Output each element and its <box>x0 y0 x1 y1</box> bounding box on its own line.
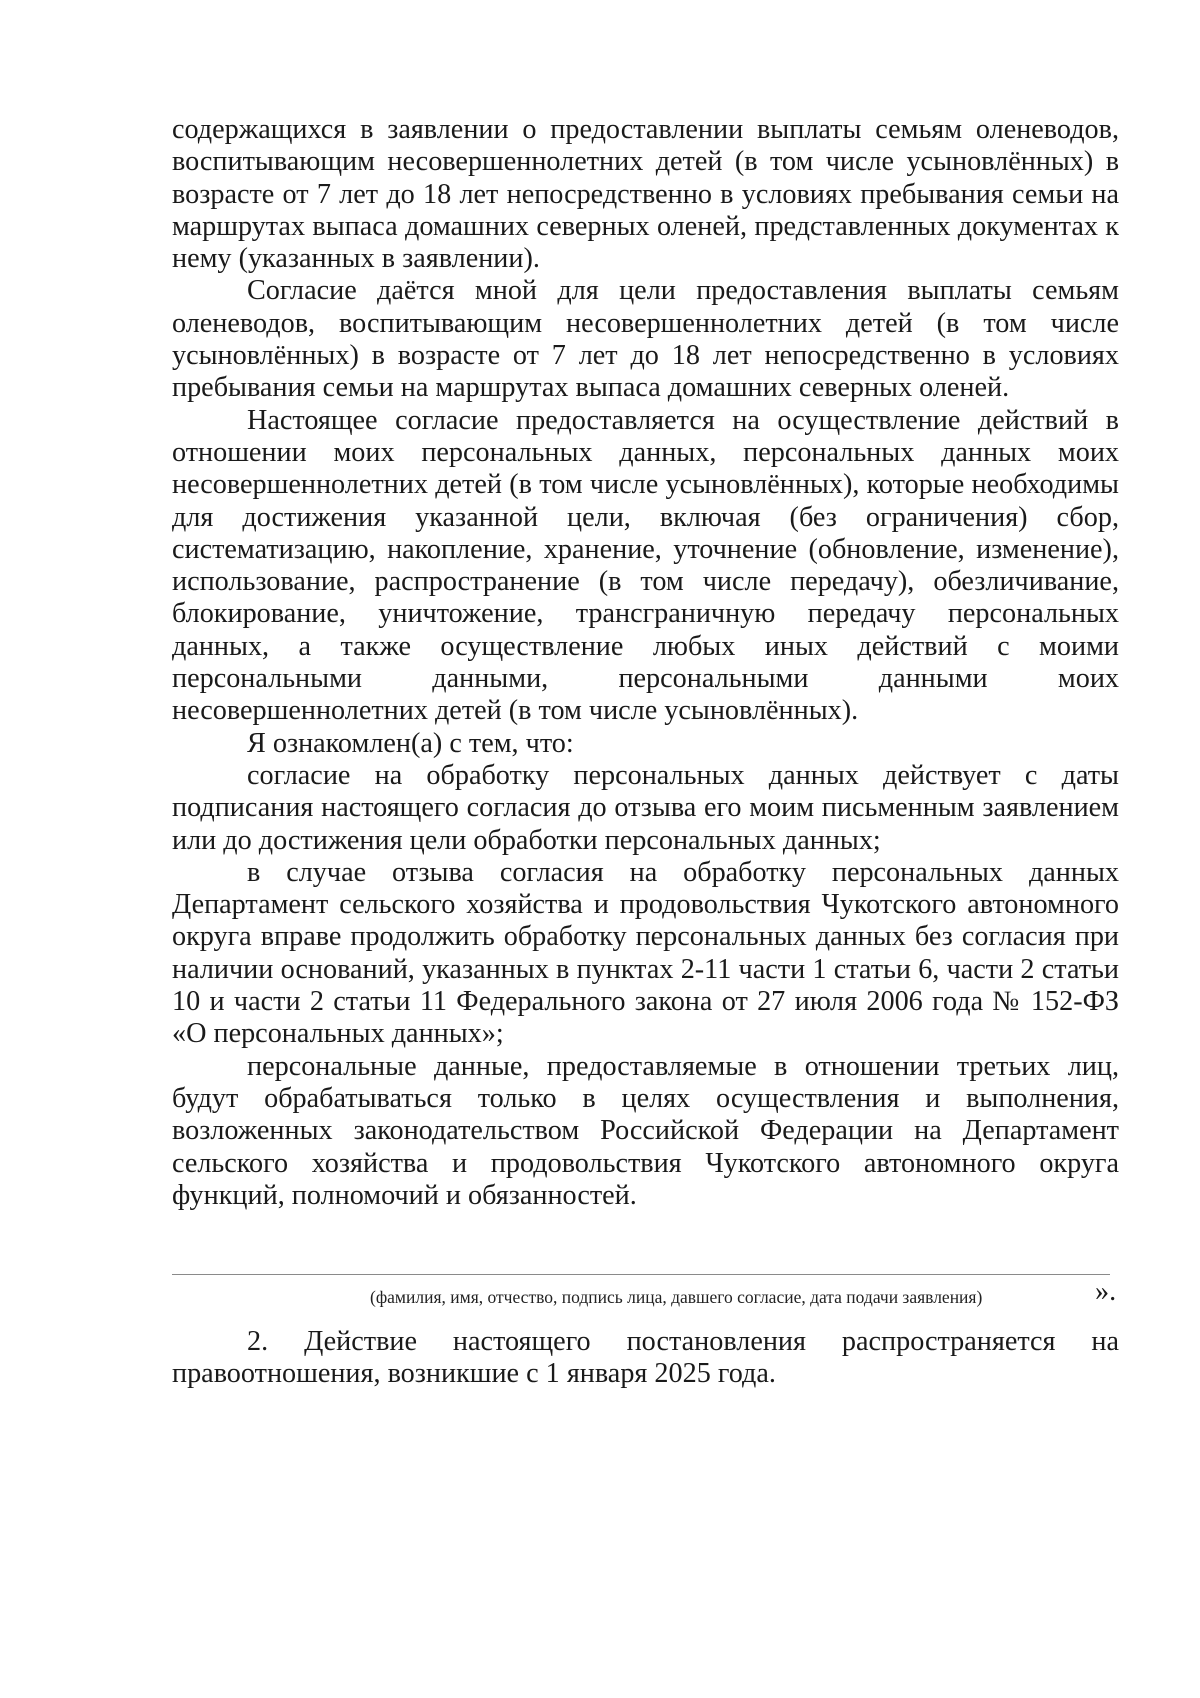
paragraph-continuation: содержащихся в заявлении о предоставлении выплаты семьям оленеводов, воспитывающим несовершеннолетних детей (в том числе усыновлённых) в возрасте от 7 лет до 18 лет непосредственно в условиях пребывания семьи на маршрутах выпаса домашних северных оленей, представленных документах к нему (указанных в заявлении). <box>172 114 1119 275</box>
paragraph-validity: согласие на обработку персональных данных действует с даты подписания настоящего согласия до отзыва его моим письменным заявлением или до достижения цели обработки персональных данных; <box>172 759 1119 856</box>
signature-line <box>172 1274 1110 1275</box>
paragraph-purpose: Согласие даётся мной для цели предоставления выплаты семьям оленеводов, воспитывающим несовершеннолетних детей (в том числе усыновлённых) в возрасте от 7 лет до 18 лет непосредственно в условиях пребывания семьи на маршрутах выпаса домашних северных оленей. <box>172 275 1119 404</box>
signature-caption: (фамилия, имя, отчество, подпись лица, давшего согласие, дата подачи заявления) <box>370 1287 983 1307</box>
paragraph-third-parties: персональные данные, предоставляемые в отношении третьих лиц, будут обрабатываться только в целях осуществления и выполнения, возложенных законодательством Российской Федерации на Департамент сельского хозяйства и продовольствия Чукотского автономного округа функций, полномочий и обязанностей. <box>172 1050 1119 1211</box>
closing-quote: ». <box>1095 1276 1117 1307</box>
clause-2-text: 2. Действие настоящего постановления распространяется на правоотношения, возникшие с 1 января 2025 года. <box>172 1326 1119 1390</box>
clause-2 <box>172 1326 1119 1391</box>
paragraph-revocation: в случае отзыва согласия на обработку персональных данных Департамент сельского хозяйства и продовольствия Чукотского автономного округа вправе продолжить обработку персональных данных без согласия при наличии оснований, указанных в пунктах 2-11 части 1 статьи 6, части 2 статьи 10 и части 2 статьи 11 Федерального закона от 27 июля 2006 года № 152-ФЗ «О персональных данных»; <box>172 856 1119 1050</box>
consent-body <box>172 114 1119 1212</box>
paragraph-actions: Настоящее согласие предоставляется на осуществление действий в отношении моих персональных данных, персональных данных моих несовершеннолетних детей (в том числе усыновлённых), которые необходимы для достижения указанной цели, включая (без ограничения) сбор, систематизацию, накопление, хранение, уточнение (обновление, изменение), использование, распространение (в том числе передачу), обезличивание, блокирование, уничтожение, трансграничную передачу персональных данных, а также осуществление любых иных действий с моими персональными данными, персональными данными моих несовершеннолетних детей (в том числе усыновлённых). <box>172 404 1119 727</box>
paragraph-acknowledgement: Я ознакомлен(а) с тем, что: <box>247 727 574 759</box>
